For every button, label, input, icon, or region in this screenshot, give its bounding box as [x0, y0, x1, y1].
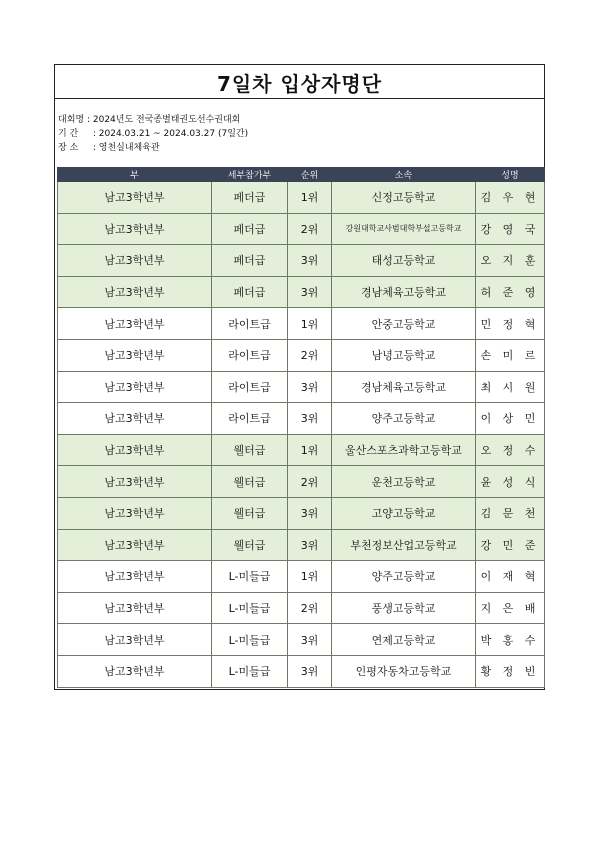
header-division: 부	[58, 168, 212, 182]
table-row	[58, 339, 545, 371]
info-value: : 2024년도 전국종별태권도선수권대회	[86, 115, 241, 125]
title-divider	[55, 98, 544, 99]
cell-division: 남고3학년부	[58, 624, 212, 656]
info-line-venue	[58, 142, 160, 154]
cell-division: 남고3학년부	[58, 655, 212, 687]
table-row	[58, 182, 545, 214]
cell-name: 오 정 수	[476, 434, 545, 466]
cell-school: 풍생고등학교	[332, 592, 476, 624]
cell-weight-class: 페더급	[212, 245, 288, 277]
cell-school: 태성고등학교	[332, 245, 476, 277]
cell-division: 남고3학년부	[58, 371, 212, 403]
cell-name: 강 민 준	[476, 529, 545, 561]
cell-rank: 2위	[288, 339, 332, 371]
table-row	[58, 561, 545, 593]
cell-weight-class: L-미들급	[212, 592, 288, 624]
info-line-competition	[58, 114, 240, 126]
cell-rank: 3위	[288, 655, 332, 687]
cell-rank: 3위	[288, 497, 332, 529]
cell-rank: 2위	[288, 592, 332, 624]
cell-name: 황 정 빈	[476, 655, 545, 687]
cell-rank: 3위	[288, 403, 332, 435]
cell-division: 남고3학년부	[58, 434, 212, 466]
cell-name: 이 상 민	[476, 403, 545, 435]
cell-weight-class: 페더급	[212, 182, 288, 214]
cell-school: 경남체육고등학교	[332, 371, 476, 403]
cell-school: 고양고등학교	[332, 497, 476, 529]
cell-weight-class: 웰터급	[212, 434, 288, 466]
cell-school: 양주고등학교	[332, 403, 476, 435]
cell-division: 남고3학년부	[58, 561, 212, 593]
cell-rank: 3위	[288, 276, 332, 308]
cell-school: 남녕고등학교	[332, 339, 476, 371]
cell-rank: 1위	[288, 434, 332, 466]
cell-weight-class: L-미들급	[212, 655, 288, 687]
cell-division: 남고3학년부	[58, 466, 212, 498]
table-header-row	[58, 168, 545, 182]
header-rank: 순위	[288, 168, 332, 182]
cell-division: 남고3학년부	[58, 308, 212, 340]
cell-weight-class: L-미들급	[212, 624, 288, 656]
cell-school: 안중고등학교	[332, 308, 476, 340]
cell-weight-class: 라이트급	[212, 308, 288, 340]
cell-weight-class: 라이트급	[212, 403, 288, 435]
table-row	[58, 466, 545, 498]
cell-rank: 2위	[288, 466, 332, 498]
cell-rank: 3위	[288, 624, 332, 656]
cell-name: 박 홍 수	[476, 624, 545, 656]
table-row	[58, 497, 545, 529]
table-row	[58, 624, 545, 656]
cell-weight-class: 페더급	[212, 213, 288, 245]
cell-weight-class: 웰터급	[212, 466, 288, 498]
info-key: 대회명	[58, 115, 85, 125]
cell-division: 남고3학년부	[58, 276, 212, 308]
cell-division: 남고3학년부	[58, 213, 212, 245]
table-row	[58, 529, 545, 561]
cell-division: 남고3학년부	[58, 339, 212, 371]
cell-school: 양주고등학교	[332, 561, 476, 593]
cell-school: 연제고등학교	[332, 624, 476, 656]
cell-weight-class: 라이트급	[212, 339, 288, 371]
cell-school: 부천정보산업고등학교	[332, 529, 476, 561]
cell-name: 최 시 원	[476, 371, 545, 403]
cell-name: 이 재 혁	[476, 561, 545, 593]
info-value: : 2024.03.21 ~ 2024.03.27 (7일간)	[92, 129, 249, 139]
table-row	[58, 308, 545, 340]
cell-division: 남고3학년부	[58, 245, 212, 277]
results-sheet	[54, 64, 545, 690]
table-row	[58, 245, 545, 277]
cell-division: 남고3학년부	[58, 497, 212, 529]
cell-name: 강 영 국	[476, 213, 545, 245]
cell-school: 경남체육고등학교	[332, 276, 476, 308]
cell-weight-class: 페더급	[212, 276, 288, 308]
table-row	[58, 592, 545, 624]
cell-division: 남고3학년부	[58, 592, 212, 624]
cell-division: 남고3학년부	[58, 403, 212, 435]
header-school: 소속	[332, 168, 476, 182]
cell-name: 허 준 영	[476, 276, 545, 308]
table-row	[58, 371, 545, 403]
table-row	[58, 276, 545, 308]
cell-name: 지 은 배	[476, 592, 545, 624]
cell-division: 남고3학년부	[58, 529, 212, 561]
cell-school: 울산스포츠과학고등학교	[332, 434, 476, 466]
header-weight-class: 세부참가부	[212, 168, 288, 182]
cell-name: 김 문 천	[476, 497, 545, 529]
table-row	[58, 213, 545, 245]
cell-school: 인평자동차고등학교	[332, 655, 476, 687]
cell-rank: 1위	[288, 308, 332, 340]
cell-name: 윤 성 식	[476, 466, 545, 498]
cell-rank: 2위	[288, 213, 332, 245]
cell-name: 오 지 훈	[476, 245, 545, 277]
cell-division: 남고3학년부	[58, 182, 212, 214]
cell-name: 민 정 혁	[476, 308, 545, 340]
table-row	[58, 434, 545, 466]
table-row	[58, 403, 545, 435]
info-value: : 영천실내체육관	[92, 143, 160, 153]
cell-rank: 1위	[288, 182, 332, 214]
cell-school: 운천고등학교	[332, 466, 476, 498]
cell-school: 강원대학교사범대학부설고등학교	[332, 213, 476, 245]
cell-name: 김 우 현	[476, 182, 545, 214]
cell-weight-class: 웰터급	[212, 497, 288, 529]
results-table	[57, 167, 545, 688]
cell-rank: 1위	[288, 561, 332, 593]
header-name: 성명	[476, 168, 545, 182]
cell-school: 신정고등학교	[332, 182, 476, 214]
table-row	[58, 655, 545, 687]
info-line-period	[58, 128, 248, 140]
info-key: 기 간	[58, 129, 79, 139]
cell-rank: 3위	[288, 371, 332, 403]
cell-name: 손 미 르	[476, 339, 545, 371]
cell-weight-class: L-미들급	[212, 561, 288, 593]
page-title: 7일차 입상자명단	[216, 72, 383, 96]
cell-weight-class: 라이트급	[212, 371, 288, 403]
cell-weight-class: 웰터급	[212, 529, 288, 561]
info-key: 장 소	[58, 143, 79, 153]
cell-rank: 3위	[288, 245, 332, 277]
cell-rank: 3위	[288, 529, 332, 561]
